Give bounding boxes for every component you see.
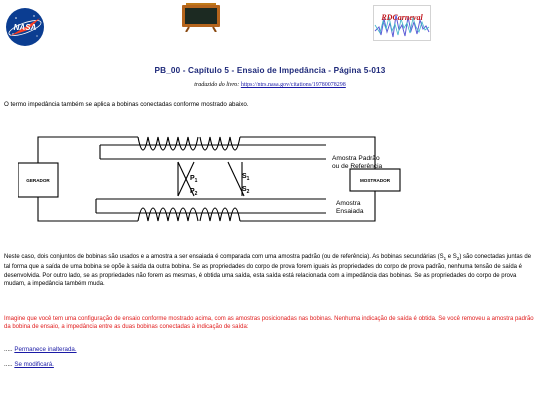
answer-link-unchanged[interactable]: Permanece inalterada.	[14, 346, 77, 353]
coil-s2-label: $S_2$	[242, 186, 250, 195]
source-link[interactable]: https://ntrs.nasa.gov/citations/19780078298	[240, 82, 346, 88]
nasa-logo	[4, 6, 46, 48]
rdcarneval-logo	[373, 5, 431, 41]
page-title: PB_00 - Capítulo 5 - Ensaio de Impedância - Página 5-013	[154, 66, 386, 75]
generator-label: GERADOR	[26, 178, 50, 183]
chalkboard-icon	[177, 2, 225, 32]
display-label: MOSTRADOR	[359, 178, 391, 183]
answer-option-changed: ..... Se modificará.	[4, 361, 54, 368]
credit-label: traduzido do livro:	[194, 82, 240, 88]
translation-credit	[0, 82, 540, 88]
answer-link-changed[interactable]: Se modificará.	[14, 361, 54, 368]
rdcarneval-logo-text: RDCarneval	[381, 13, 423, 22]
answer-option-unchanged: ..... Permanece inalterada.	[4, 346, 77, 353]
intro-text: O termo impedância também se aplica a bobinas conectadas conforme mostrado abaixo.	[4, 101, 249, 108]
test-sample-label-1: Amostra	[336, 200, 361, 207]
explanation-paragraph: Neste caso, dois conjuntos de bobinas são usados e a amostra a ser ensaiada é comparada com uma amostra padrão (ou de referência). As bobinas secundárias ($S_1$ e $S_2$) são conectadas juntas de tal forma que a saída de uma bobina se opõe à saída da outra bobina. Se as propriedades do corpo de prova forem iguais às propriedades do corpo de prova padrão, nenhuma tensão de saída é desenvolvida. Por outro lado, se as propriedades não forem as mesmas, é obtida uma saída, esta saída está relacionada com a impedância das bobinas. Se as propriedades do corpo de prova mudam, a impedância também muda.	[4, 254, 532, 287]
coil-diagram	[18, 126, 408, 232]
test-sample-label-2: Ensaiada	[336, 208, 364, 215]
coil-s1-label: $S_1$	[242, 173, 250, 182]
nasa-logo-text: NASA	[13, 23, 37, 32]
question-text: Imagine que você tem uma configuração de ensaio conforme mostrado acima, com as amostras posicionadas nas bobinas. Nenhuma indicação de saída é obtida. Se você removeu a amostra padrão da bobina de ensaio, a impedância entre as duas bobinas conectadas à indicação de saída:	[4, 316, 534, 330]
reference-sample-label-2: ou de Referência	[332, 163, 383, 170]
coil-p2-label: $P_2$	[190, 188, 198, 197]
reference-sample-label-1: Amostra Padrão	[332, 155, 380, 162]
coil-p1-label: $P_1$	[190, 175, 198, 184]
